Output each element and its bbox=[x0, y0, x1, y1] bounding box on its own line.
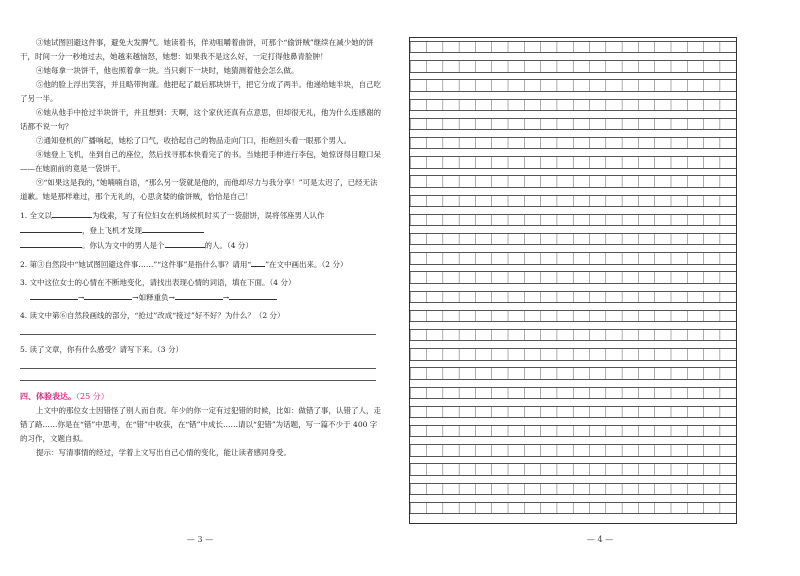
question-1: 1. 全文以 为线索，写了有位妇女在机场候机时买了一袋甜饼，误将邻座男人认作 ，登上飞机才发现 。你认为文中的男人是个 的人。（4 分） bbox=[20, 208, 384, 253]
grid-row[interactable] bbox=[410, 175, 736, 187]
grid-row[interactable] bbox=[410, 99, 736, 111]
question-4: 4. 读文中第⑥自然段画线的部分，“抢过”改成“接过”好不好？为什么？（2 分） bbox=[20, 311, 285, 320]
paragraph-8: ⑧她登上飞机，坐到自己的座位，然后找寻那本快看完了的书。当她把手伸进行李包，她惊讶得目瞪口呆——在她面前的竟是一袋饼干。 bbox=[20, 150, 381, 173]
grid-row[interactable] bbox=[410, 137, 736, 149]
grid-row[interactable] bbox=[410, 291, 736, 303]
grid-row[interactable] bbox=[410, 425, 736, 437]
grid-row[interactable] bbox=[410, 214, 736, 226]
grid-row[interactable] bbox=[410, 118, 736, 130]
grid-row[interactable] bbox=[410, 444, 736, 456]
answer-blank[interactable] bbox=[175, 290, 223, 300]
grid-row[interactable] bbox=[410, 367, 736, 379]
answer-blank[interactable] bbox=[165, 238, 205, 248]
page-number: — 4 — bbox=[586, 535, 614, 544]
grid-row[interactable] bbox=[410, 310, 736, 322]
paragraph-9: ⑨“如果这是我的，”她喃喃自语，“那么另一袋就是他的，而他却尽力与我分享！”可是太迟了，已经无法道歉。她是那样难过，那个无礼的，心思贪婪的偷饼贼，恰恰是自己！ bbox=[20, 178, 378, 201]
page-number: — 3 — bbox=[186, 535, 214, 544]
answer-blank[interactable] bbox=[20, 238, 82, 248]
grid-row[interactable] bbox=[410, 502, 736, 514]
paragraph-3: ③她试图回避这件事，避免大发脾气。她读着书，佯劝咀嚼着曲饼，可那个“偷饼贼”继续在减少她的饼干，时间一分一秒地过去，她越来越恼怒，她想：如果我不是这么好，一定打得他鼻青脸肿！ bbox=[20, 38, 374, 61]
answer-blank[interactable] bbox=[52, 208, 92, 218]
grid-row[interactable] bbox=[410, 60, 736, 72]
paragraph-4: ④她每拿一块饼干，他也照着拿一块。当只剩下一块时，她猜测着他会怎么做。 bbox=[36, 66, 299, 75]
answer-line[interactable] bbox=[20, 380, 376, 381]
grid-row[interactable] bbox=[410, 348, 736, 360]
answer-blank[interactable] bbox=[142, 223, 204, 233]
grid-row[interactable] bbox=[410, 79, 736, 91]
answer-blank[interactable] bbox=[30, 290, 78, 300]
grid-row[interactable] bbox=[410, 233, 736, 245]
paragraph-7: ⑦通知登机的广播响起，她松了口气，收拾起自己的物品走向门口，拒绝回头看一眼那个男人。 bbox=[36, 136, 351, 145]
grid-row[interactable] bbox=[410, 387, 736, 399]
grid-row[interactable] bbox=[410, 483, 736, 495]
section-4-title: 四、体验表达。（25 分） bbox=[20, 391, 109, 401]
grid-row[interactable] bbox=[410, 329, 736, 341]
answer-blank[interactable] bbox=[84, 290, 132, 300]
grid-row[interactable] bbox=[410, 406, 736, 418]
paragraph-5: ⑤他的脸上浮出笑容，并且略带拘谨。他把起了最后那块饼干，把它分成了两半。他递给她半块，自己吃了另一半。 bbox=[20, 80, 381, 103]
grid-row[interactable] bbox=[410, 252, 736, 264]
grid-row[interactable] bbox=[410, 463, 736, 475]
writing-prompt: 上文中的那位女士因错怪了别人而自责。年少的你一定有过犯错的时候，比如：做错了事，认错了人，走错了路……你是在“错”中思考，在“错”中收获，在“错”中成长……请以“犯错”为话题，写一篇不少于 400 字的习作，文题自拟。 bbox=[20, 406, 381, 443]
composition-grid[interactable] bbox=[409, 37, 737, 524]
grid-row[interactable] bbox=[410, 271, 736, 283]
answer-blank[interactable] bbox=[20, 223, 82, 233]
answer-blank[interactable] bbox=[229, 290, 277, 300]
answer-line[interactable] bbox=[20, 334, 376, 335]
question-2: 2. 第③自然段中“她试图回避这件事……”“这件事”是指什么事？请用“ ”在文中画出来。（2 分） bbox=[20, 257, 384, 272]
grid-row[interactable] bbox=[410, 156, 736, 168]
paragraph-6: ⑥她从他手中抢过半块饼干，并且想到：天啊，这个家伙还真有点意思，但却很无礼，他为什么连感谢的话都不说一句？ bbox=[20, 108, 381, 131]
underline-mark bbox=[251, 257, 265, 267]
grid-row[interactable] bbox=[410, 195, 736, 207]
grid-row[interactable] bbox=[410, 41, 736, 53]
answer-line[interactable] bbox=[20, 368, 376, 369]
writing-hint: 提示：写清事情的经过，学着上文写出自己心情的变化，能让读者感同身受。 bbox=[36, 448, 291, 457]
question-3: 3. 文中这位女士的心情在不断地变化，请找出表现心情的词语，填在下面。（4 分） bbox=[20, 278, 296, 287]
question-3-answer: → →如释重负→ → bbox=[20, 290, 384, 305]
question-5: 5. 读了文章，你有什么感受？请写下来。（3 分） bbox=[20, 345, 183, 354]
reading-passage bbox=[20, 36, 384, 460]
